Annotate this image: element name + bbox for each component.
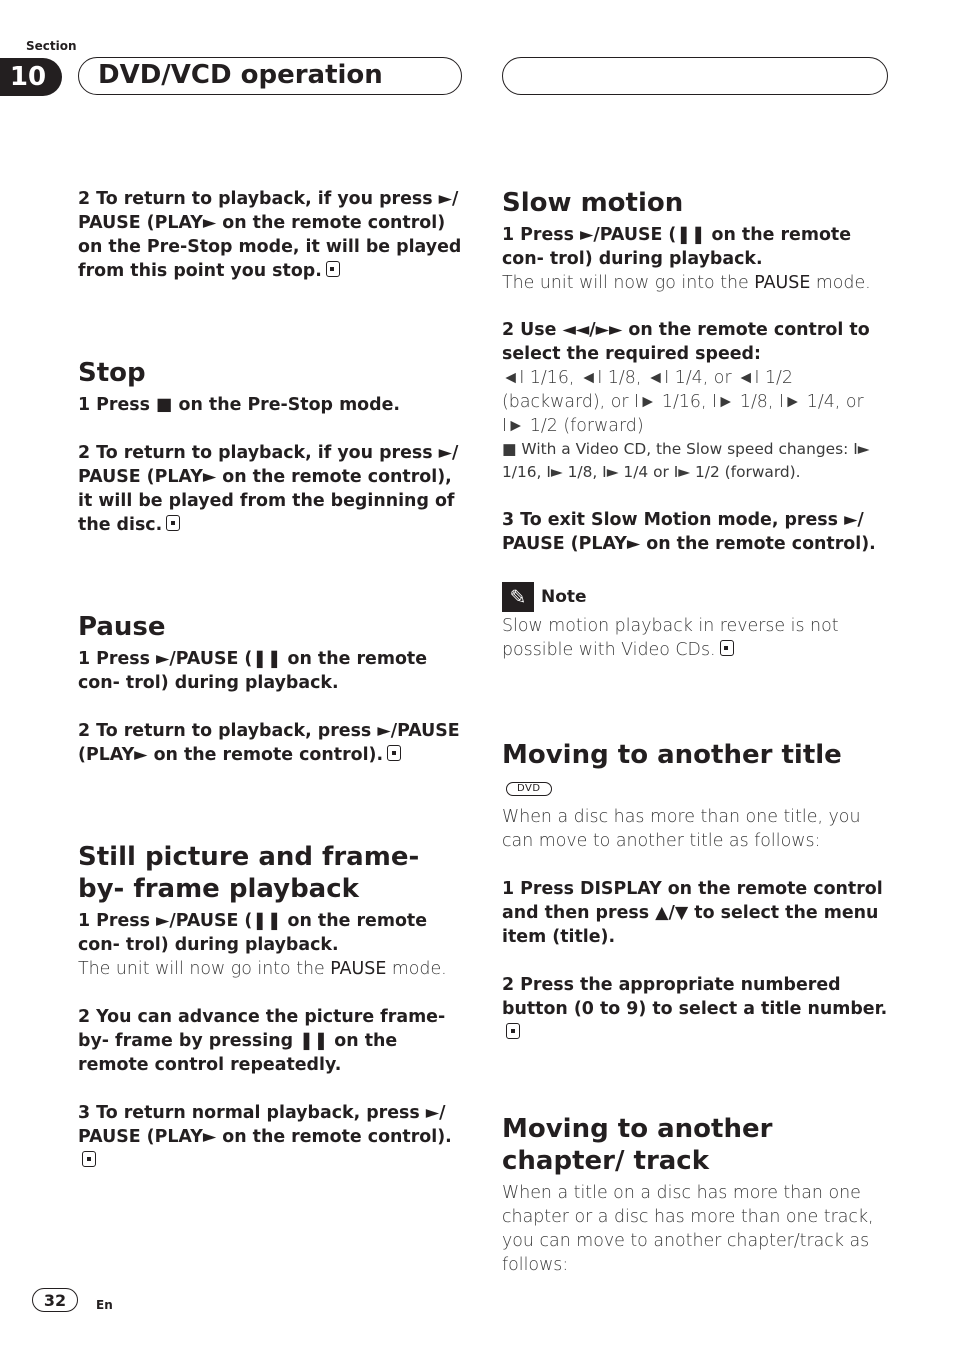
end-of-section-icon: [387, 745, 401, 761]
step-text: 2 To return to playback, if you press ►/ PAUSE (PLAY► on the remote control) on the Pre-Stop mode, it will be played from this point you stop.: [78, 189, 462, 281]
header-empty-frame: [502, 57, 888, 95]
note-header: [502, 582, 888, 612]
step-text: 2 You can advance the picture frame-by- frame by pressing ❚❚ on the remote control repeatedly.: [78, 1007, 446, 1075]
step-text: 1 Press DISPLAY on the remote control and then press ▲/▼ to select the menu item (title).: [502, 879, 883, 947]
bullet-note: ■ With a Video CD, the Slow speed changes: I► 1/16, I► 1/8, I► 1/4 or I► 1/2 (forward).: [502, 440, 870, 481]
left-column: [78, 187, 464, 1173]
note-text: Slow motion playback in reverse is not possible with Video CDs.: [502, 616, 839, 660]
end-of-section-icon: [82, 1151, 96, 1167]
heading-another-title: Moving to another titleDVD: [502, 740, 842, 794]
end-of-section-icon: [506, 1023, 520, 1039]
step-description: The unit will now go into the PAUSE mode.: [502, 273, 871, 293]
step-text: 1 Press ►/PAUSE (❚❚ on the remote con- trol) during playback.: [78, 911, 428, 955]
end-of-section-icon: [326, 261, 340, 277]
step-text: 3 To return normal playback, press ►/ PAUSE (PLAY► on the remote control).: [78, 1101, 464, 1173]
note-label: Note: [541, 587, 587, 607]
step-text: 1 Press ■ on the Pre-Stop mode.: [78, 395, 400, 415]
chapter-title: DVD/VCD operation: [98, 60, 383, 90]
section-label: Section: [26, 39, 77, 53]
step-description: The unit will now go into the PAUSE mode.: [78, 959, 447, 979]
step-text: 3 To exit Slow Motion mode, press ►/ PAUSE (PLAY► on the remote control).: [502, 510, 876, 554]
dvd-badge: DVD: [506, 782, 552, 796]
heading-another-chapter: Moving to another chapter/ track: [502, 1114, 773, 1176]
section-number-badge: 10: [0, 58, 62, 96]
heading-slow-motion: Slow motion: [502, 188, 684, 218]
page-number: 32: [32, 1288, 78, 1312]
step-text: 2 To return to playback, press ►/PAUSE (PLAY► on the remote control).: [78, 721, 460, 765]
section-intro: When a disc has more than one title, you can move to another title as follows:: [502, 807, 861, 851]
step-text: 2 Press the appropriate numbered button (0 to 9) to select a title number.: [502, 973, 888, 1045]
step-text: 2 To return to playback, if you press ►/ PAUSE (PLAY► on the remote control), it will be played from the beginning of the disc.: [78, 443, 459, 535]
step-text: 1 Press ►/PAUSE (❚❚ on the remote con- trol) during playback.: [78, 649, 428, 693]
pencil-note-icon: ✎: [502, 582, 534, 612]
heading-still-picture: Still picture and frame-by- frame playback: [78, 842, 420, 904]
section-intro: When a title on a disc has more than one chapter or a disc has more than one track, you can move to another chapter/track as follows:: [502, 1183, 874, 1275]
step-text: 1 Press ►/PAUSE (❚❚ on the remote con- trol) during playback.: [502, 225, 852, 269]
end-of-section-icon: [166, 515, 180, 531]
language-code: En: [96, 1298, 113, 1312]
step-text: 2 Use ◄◄/►► on the remote control to select the required speed:: [502, 320, 870, 364]
end-of-section-icon: [720, 640, 734, 656]
heading-stop: Stop: [78, 358, 146, 388]
step-description: ◄I 1/16, ◄I 1/8, ◄I 1/4, or ◄I 1/2 (backward), or I► 1/16, I► 1/8, I► 1/4, or I► 1/2 (forward): [502, 368, 864, 436]
heading-pause: Pause: [78, 612, 166, 642]
right-column: [502, 187, 888, 1277]
